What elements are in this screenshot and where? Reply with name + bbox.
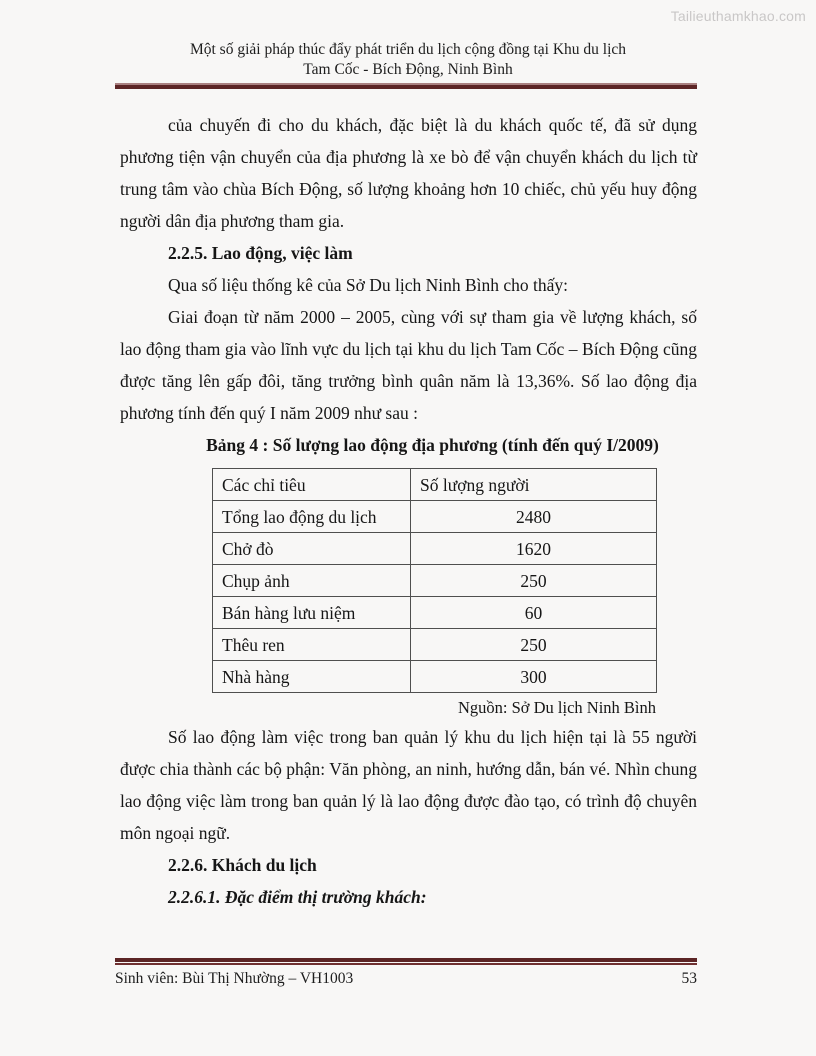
table-row [213,533,657,565]
footer-rule [115,958,697,965]
table-cell-label: Thêu ren [213,629,411,661]
watermark: Tailieuthamkhao.com [670,8,806,24]
footer-student-name: Sinh viên: Bùi Thị Nhường – VH1003 [115,970,354,987]
table-cell-value: 1620 [411,533,657,565]
table-cell-value: 300 [411,661,657,693]
table-row [213,661,657,693]
section-heading-225: 2.2.5. Lao động, việc làm [168,243,353,263]
header-rule [115,83,697,89]
table-cell-label: Bán hàng lưu niệm [213,597,411,629]
table-cell-label: Nhà hàng [213,661,411,693]
header-rule-thick [115,85,697,89]
table-cell-label: Chụp ảnh [213,565,411,597]
footer-page-number: 53 [681,970,697,987]
table-row [213,597,657,629]
table-header-count: Số lượng người [411,469,657,501]
table-header-criteria: Các chỉ tiêu [213,469,411,501]
table-caption: Bảng 4 : Số lượng lao động địa phương (tính đến quý I/2009) [206,435,659,455]
paragraph-labor-growth: Giai đoạn từ năm 2000 – 2005, cùng với sự tham gia về lượng khách, số lao động tham gia vào lĩnh vực du lịch tại khu du lịch Tam Cốc – Bích Động cũng được tăng lên gấp đôi, tăng trưởng bình quân năm là 13,36%. Số lao động địa phương tính đến quý I năm 2009 như sau : [120,307,697,423]
table-row [213,501,657,533]
table-cell-value: 60 [411,597,657,629]
table-cell-label: Chở đò [213,533,411,565]
document-body [120,109,697,913]
table-header-row [213,469,657,501]
table-source: Nguồn: Sở Du lịch Ninh Bình [457,698,656,717]
table-row [213,565,657,597]
table-cell-value: 2480 [411,501,657,533]
table-cell-value: 250 [411,565,657,597]
header-title-line2: Tam Cốc - Bích Động, Ninh Bình [303,61,513,78]
paragraph-statistics-intro: Qua số liệu thống kê của Sở Du lịch Ninh Bình cho thấy: [168,275,569,295]
header-title-line1: Một số giải pháp thúc đẩy phát triển du lịch cộng đồng tại Khu du lịch [189,41,627,58]
table-cell-label: Tổng lao động du lịch [213,501,411,533]
paragraph-transport: của chuyến đi cho du khách, đặc biệt là du khách quốc tế, đã sử dụng phương tiện vận chuyển của địa phương là xe bò để vận chuyển khách du lịch từ trung tâm vào chùa Bích Động, số lượng khoảng hơn 10 chiếc, chủ yếu huy động người dân địa phương tham gia. [120,115,697,231]
page-footer [115,958,697,988]
section-heading-226: 2.2.6. Khách du lịch [168,855,317,875]
paragraph-management-staff: Số lao động làm việc trong ban quản lý khu du lịch hiện tại là 55 người được chia thành các bộ phận: Văn phòng, an ninh, hướng dẫn, bán vé. Nhìn chung lao động việc làm trong ban quản lý là lao động được đào tạo, có trình độ chuyên môn ngoại ngữ. [120,727,697,843]
table-cell-value: 250 [411,629,657,661]
labor-table [212,468,657,693]
section-heading-2261: 2.2.6.1. Đặc điểm thị trường khách: [168,887,427,907]
table-row [213,629,657,661]
